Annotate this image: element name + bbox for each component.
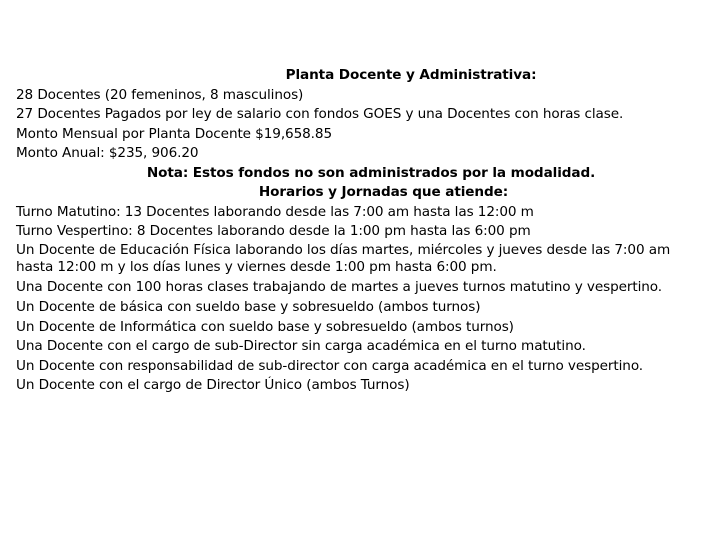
summary-line-paid: 27 Docentes Pagados por ley de salario con fondos GOES y una Docentes con horas clase.: [16, 106, 624, 122]
summary-line-annual: Monto Anual: $235, 906.20: [16, 145, 199, 161]
schedule-item-hourly-teacher: Una Docente con 100 horas clases trabajando de martes a jueves turnos matutino y vespertino.: [16, 278, 663, 295]
schedule-item-pe-teacher: Un Docente de Educación Física laborando los días martes, miércoles y jueves desde las 7:00 am hasta 12:00 m y los días lunes y viernes desde 1:00 pm hasta 6:00 pm.: [16, 241, 671, 275]
schedule-item-morning: Turno Matutino: 13 Docentes laborando desde las 7:00 am hasta las 12:00 m: [16, 203, 534, 220]
document-title: Planta Docente y Administrativa:: [285, 67, 537, 83]
schedule-item-afternoon: Turno Vespertino: 8 Docentes laborando desde la 1:00 pm hasta las 6:00 pm: [16, 223, 531, 239]
schedule-item-subdirector-morning: Una Docente con el cargo de sub-Director sin carga académica en el turno matutino.: [16, 338, 586, 354]
schedule-item-it-teacher: Un Docente de Informática con sueldo base y sobresueldo (ambos turnos): [16, 318, 514, 335]
schedule-item-basic-teacher: Un Docente de básica con sueldo base y sobresueldo (ambos turnos): [16, 299, 481, 315]
document-body: [16, 66, 706, 396]
schedule-item-director: Un Docente con el cargo de Director Único (ambos Turnos): [16, 377, 410, 393]
summary-line-teachers: 28 Docentes (20 femeninos, 8 masculinos): [16, 86, 304, 103]
summary-line-monthly: Monto Mensual por Planta Docente $19,658.85: [16, 125, 333, 142]
schedule-item-subdirector-afternoon: Un Docente con responsabilidad de sub-director con carga académica en el turno vespertino.: [16, 357, 644, 374]
schedule-heading: Horarios y Jornadas que atiende:: [258, 184, 509, 200]
funding-note: Nota: Estos fondos no son administrados por la modalidad.: [146, 164, 596, 181]
